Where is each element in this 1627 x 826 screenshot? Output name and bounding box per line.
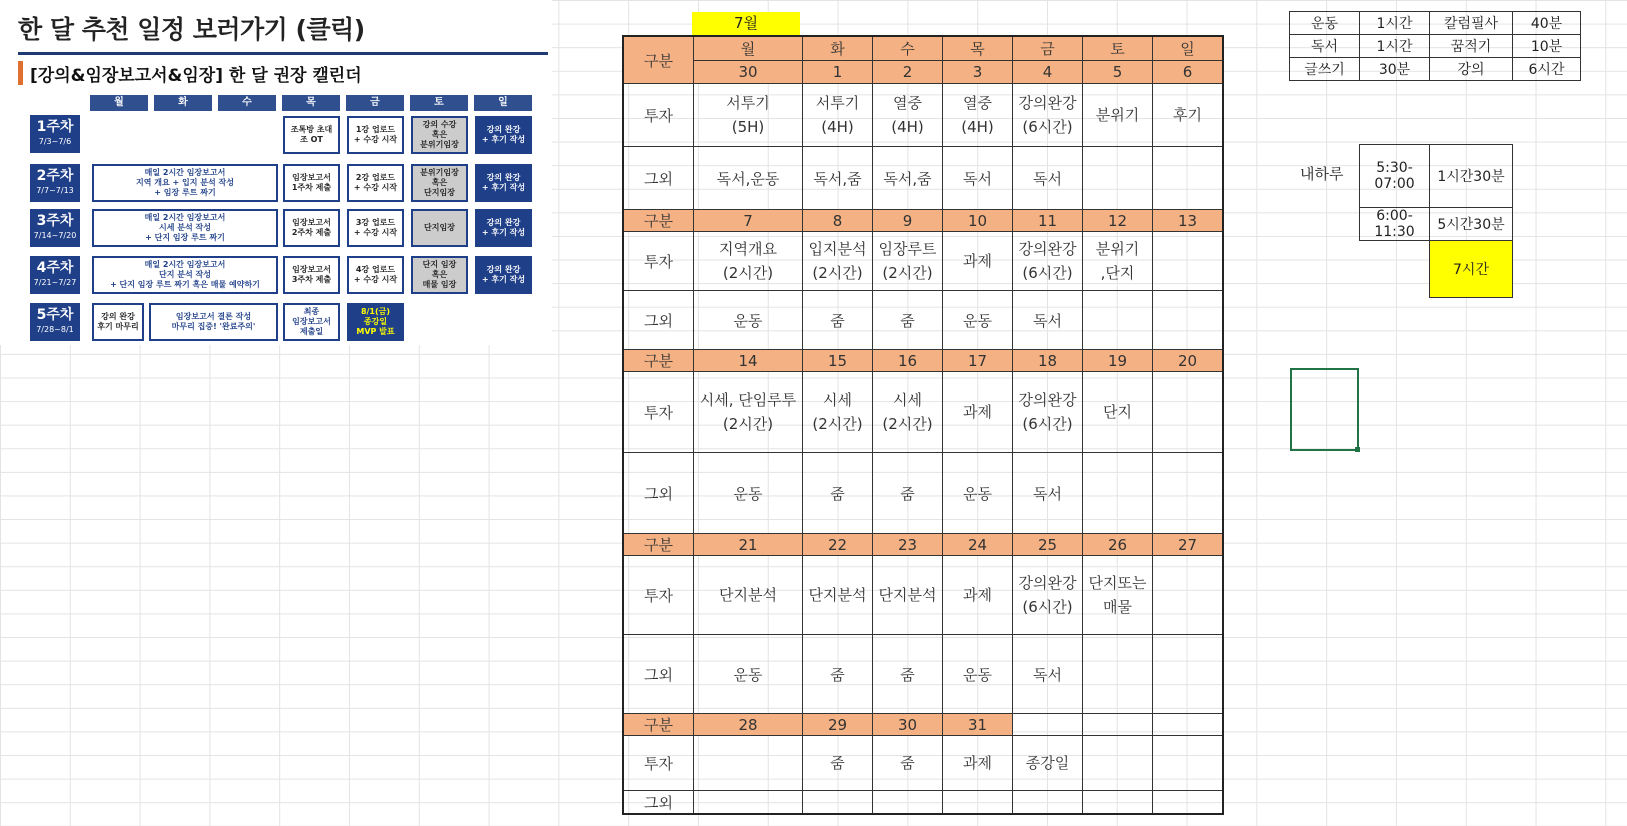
invest-cell[interactable]: 강의완강 (6시간) bbox=[1013, 232, 1083, 291]
date-cell[interactable]: 13 bbox=[1153, 210, 1224, 232]
day-header[interactable]: 수 bbox=[873, 36, 943, 60]
date-cell[interactable]: 22 bbox=[803, 534, 873, 556]
invest-cell[interactable]: 서투기 (4H) bbox=[803, 84, 873, 147]
activity-name-cell[interactable]: 강의 bbox=[1430, 58, 1513, 81]
other-cell[interactable]: 줌 bbox=[803, 453, 873, 534]
other-cell[interactable] bbox=[1153, 147, 1224, 210]
other-cell[interactable] bbox=[943, 791, 1013, 815]
invest-cell[interactable] bbox=[694, 736, 803, 791]
activity-time-cell[interactable]: 10분 bbox=[1513, 35, 1581, 58]
panel-cell: 강의 완강 + 후기 작성 bbox=[475, 209, 532, 247]
other-label[interactable]: 그외 bbox=[623, 635, 694, 714]
duration-cell[interactable]: 1시간30분 bbox=[1430, 145, 1513, 208]
other-cell[interactable] bbox=[873, 791, 943, 815]
other-cell[interactable]: 줌 bbox=[873, 635, 943, 714]
activity-time-cell[interactable]: 40분 bbox=[1513, 12, 1581, 35]
month-calendar bbox=[622, 35, 1224, 815]
invest-cell[interactable]: 입지분석 (2시간) bbox=[803, 232, 873, 291]
invest-cell[interactable]: 종강일 bbox=[1013, 736, 1083, 791]
invest-label[interactable]: 투자 bbox=[623, 84, 694, 147]
day-header[interactable]: 금 bbox=[1013, 36, 1083, 60]
date-cell[interactable]: 29 bbox=[803, 714, 873, 736]
panel-cell: 매일 2시간 임장보고서 시세 분석 작성 + 단지 임장 루트 짜기 bbox=[92, 209, 278, 247]
other-cell[interactable]: 운동 bbox=[943, 291, 1013, 350]
activity-time-cell[interactable]: 1시간 bbox=[1360, 35, 1430, 58]
panel-cell: 매일 2시간 임장보고서 지역 개요 + 입지 분석 작성 + 임장 루트 짜기 bbox=[92, 164, 278, 202]
invest-cell[interactable]: 단지분석 bbox=[873, 556, 943, 635]
invest-cell[interactable]: 서투기 (5H) bbox=[694, 84, 803, 147]
panel-cell: 단지임장 bbox=[411, 209, 468, 247]
other-cell[interactable]: 줌 bbox=[803, 635, 873, 714]
invest-cell[interactable]: 후기 bbox=[1153, 84, 1224, 147]
date-cell[interactable] bbox=[1013, 714, 1083, 736]
other-cell[interactable]: 독서 bbox=[1013, 453, 1083, 534]
day-header[interactable]: 목 bbox=[943, 36, 1013, 60]
date-cell[interactable]: 27 bbox=[1153, 534, 1224, 556]
panel-cell: 임장보고서 2주차 제출 bbox=[283, 209, 340, 247]
other-cell[interactable]: 독서 bbox=[1013, 147, 1083, 210]
panel-cell: 매일 2시간 임장보고서 단지 분석 작성 + 단지 임장 루트 짜기 혹은 매물 예약하기 bbox=[92, 256, 278, 294]
other-label[interactable]: 그외 bbox=[623, 291, 694, 350]
panel-day-header: 화 bbox=[154, 95, 212, 111]
invest-cell[interactable]: 과제 bbox=[943, 736, 1013, 791]
date-cell[interactable]: 17 bbox=[943, 350, 1013, 372]
other-cell[interactable] bbox=[1153, 453, 1224, 534]
invest-cell[interactable] bbox=[1083, 736, 1153, 791]
day-header[interactable]: 일 bbox=[1153, 36, 1224, 60]
other-cell[interactable]: 운동 bbox=[943, 453, 1013, 534]
other-cell[interactable] bbox=[1083, 791, 1153, 815]
other-cell[interactable] bbox=[1083, 635, 1153, 714]
gubun-header[interactable]: 구분 bbox=[623, 36, 694, 84]
invest-label[interactable]: 투자 bbox=[623, 736, 694, 791]
panel-cell: 강의 완강 + 후기 작성 bbox=[475, 164, 532, 202]
other-cell[interactable] bbox=[694, 791, 803, 815]
invest-label[interactable]: 투자 bbox=[623, 556, 694, 635]
other-cell[interactable] bbox=[1083, 453, 1153, 534]
other-cell[interactable]: 줌 bbox=[803, 291, 873, 350]
date-cell[interactable]: 7 bbox=[694, 210, 803, 232]
invest-cell[interactable]: 열중 (4H) bbox=[943, 84, 1013, 147]
panel-cell: 조톡방 초대 조 OT bbox=[283, 116, 340, 154]
invest-cell[interactable]: 분위기 bbox=[1083, 84, 1153, 147]
date-cell[interactable]: 26 bbox=[1083, 534, 1153, 556]
panel-day-header: 월 bbox=[90, 95, 148, 111]
invest-cell[interactable] bbox=[1153, 372, 1224, 453]
date-cell[interactable]: 15 bbox=[803, 350, 873, 372]
other-label[interactable]: 그외 bbox=[623, 147, 694, 210]
invest-label[interactable]: 투자 bbox=[623, 372, 694, 453]
invest-cell[interactable]: 줌 bbox=[873, 736, 943, 791]
date-cell[interactable]: 8 bbox=[803, 210, 873, 232]
invest-cell[interactable]: 지역개요 (2시간) bbox=[694, 232, 803, 291]
panel-subtitle: [강의&임장보고서&임장] 한 달 권장 캘린더 bbox=[30, 66, 362, 86]
activity-name-cell[interactable]: 칼럼필사 bbox=[1430, 12, 1513, 35]
panel-cell: 단지 임장 혹은 매물 임장 bbox=[411, 256, 468, 294]
panel-cell: 임장보고서 1주차 제출 bbox=[283, 164, 340, 202]
activity-time-cell[interactable]: 30분 bbox=[1360, 58, 1430, 81]
date-cell[interactable]: 2 bbox=[873, 60, 943, 84]
invest-cell[interactable]: 과제 bbox=[943, 556, 1013, 635]
date-cell[interactable]: 31 bbox=[943, 714, 1013, 736]
date-cell[interactable]: 1 bbox=[803, 60, 873, 84]
panel-cell: 3강 업로드 + 수강 시작 bbox=[347, 209, 404, 247]
other-label[interactable]: 그외 bbox=[623, 791, 694, 815]
other-cell[interactable]: 줌 bbox=[873, 453, 943, 534]
other-cell[interactable]: 운동 bbox=[943, 635, 1013, 714]
date-cell[interactable]: 25 bbox=[1013, 534, 1083, 556]
invest-cell[interactable]: 줌 bbox=[803, 736, 873, 791]
week-label: 2주차 7/7~7/13 bbox=[30, 164, 80, 202]
activity-name-cell[interactable]: 운동 bbox=[1290, 12, 1360, 35]
date-cell[interactable]: 19 bbox=[1083, 350, 1153, 372]
week-label: 3주차 7/14~7/20 bbox=[30, 209, 80, 247]
other-cell[interactable]: 독서 bbox=[943, 147, 1013, 210]
panel-day-header: 토 bbox=[410, 95, 468, 111]
date-cell[interactable]: 11 bbox=[1013, 210, 1083, 232]
panel-cell: 강의 완강 + 후기 작성 bbox=[475, 116, 532, 154]
day-header[interactable]: 토 bbox=[1083, 36, 1153, 60]
activity-name-cell[interactable]: 글쓰기 bbox=[1290, 58, 1360, 81]
other-cell[interactable]: 독서,줌 bbox=[803, 147, 873, 210]
invest-cell[interactable]: 분위기 ,단지 bbox=[1083, 232, 1153, 291]
invest-cell[interactable]: 과제 bbox=[943, 372, 1013, 453]
other-cell[interactable]: 운동 bbox=[694, 291, 803, 350]
activity-summary-table bbox=[1289, 11, 1581, 81]
activity-name-cell[interactable]: 독서 bbox=[1290, 35, 1360, 58]
other-cell[interactable]: 독서,운동 bbox=[694, 147, 803, 210]
other-cell[interactable]: 독서 bbox=[1013, 291, 1083, 350]
invest-label[interactable]: 투자 bbox=[623, 232, 694, 291]
panel-day-header: 목 bbox=[282, 95, 340, 111]
activity-time-cell[interactable]: 6시간 bbox=[1513, 58, 1581, 81]
other-cell[interactable]: 운동 bbox=[694, 453, 803, 534]
other-cell[interactable] bbox=[1153, 635, 1224, 714]
daily-schedule-table bbox=[1359, 144, 1513, 298]
date-cell[interactable]: 20 bbox=[1153, 350, 1224, 372]
other-cell[interactable] bbox=[1083, 291, 1153, 350]
schedule-link-title[interactable]: 한 달 추천 일정 보러가기 (클릭) bbox=[18, 15, 365, 44]
month-label[interactable]: 7월 bbox=[692, 12, 800, 35]
other-cell[interactable] bbox=[1013, 791, 1083, 815]
other-cell[interactable]: 독서 bbox=[1013, 635, 1083, 714]
week-label: 4주차 7/21~7/27 bbox=[30, 256, 80, 294]
week-label: 1주차 7/3~7/6 bbox=[30, 115, 80, 153]
invest-cell[interactable]: 단지분석 bbox=[694, 556, 803, 635]
other-cell[interactable] bbox=[1153, 791, 1224, 815]
panel-cell: 강의 수강 혹은 분위기임장 bbox=[411, 116, 468, 154]
daily-label[interactable]: 내하루 bbox=[1300, 165, 1344, 183]
recommended-schedule-image[interactable] bbox=[0, 0, 552, 345]
panel-cell: 강의 완강 후기 마무리 bbox=[92, 303, 144, 341]
panel-day-header: 수 bbox=[218, 95, 276, 111]
invest-cell[interactable]: 강의완강 (6시간) bbox=[1013, 556, 1083, 635]
date-cell[interactable]: 5 bbox=[1083, 60, 1153, 84]
time-range-cell[interactable]: 5:30-07:00 bbox=[1360, 145, 1430, 208]
invest-cell[interactable]: 단지또는 매물 bbox=[1083, 556, 1153, 635]
invest-cell[interactable] bbox=[1153, 736, 1224, 791]
date-cell[interactable] bbox=[1153, 714, 1224, 736]
panel-cell: 최종 임장보고서 제출일 bbox=[283, 303, 340, 341]
invest-cell[interactable]: 시세 (2시간) bbox=[873, 372, 943, 453]
date-cell[interactable]: 6 bbox=[1153, 60, 1224, 84]
activity-time-cell[interactable]: 1시간 bbox=[1360, 12, 1430, 35]
panel-cell: 임장보고서 3주차 제출 bbox=[283, 256, 340, 294]
date-cell[interactable]: 10 bbox=[943, 210, 1013, 232]
invest-cell[interactable]: 임장루트 (2시간) bbox=[873, 232, 943, 291]
day-header[interactable]: 월 bbox=[694, 36, 803, 60]
invest-cell[interactable]: 과제 bbox=[943, 232, 1013, 291]
date-cell[interactable]: 4 bbox=[1013, 60, 1083, 84]
panel-day-header: 일 bbox=[474, 95, 532, 111]
day-header[interactable]: 화 bbox=[803, 36, 873, 60]
empty-cell[interactable] bbox=[1360, 241, 1430, 298]
selected-cell[interactable] bbox=[1290, 368, 1359, 451]
date-cell[interactable]: 18 bbox=[1013, 350, 1083, 372]
other-cell[interactable]: 독서,줌 bbox=[873, 147, 943, 210]
date-cell[interactable]: 24 bbox=[943, 534, 1013, 556]
date-cell[interactable]: 12 bbox=[1083, 210, 1153, 232]
panel-day-header: 금 bbox=[346, 95, 404, 111]
date-cell[interactable]: 3 bbox=[943, 60, 1013, 84]
other-label[interactable]: 그외 bbox=[623, 453, 694, 534]
other-cell[interactable] bbox=[803, 791, 873, 815]
subtitle-bar bbox=[18, 52, 548, 89]
invest-cell[interactable] bbox=[1153, 232, 1224, 291]
gubun-header[interactable]: 구분 bbox=[623, 350, 694, 372]
date-cell[interactable]: 21 bbox=[694, 534, 803, 556]
invest-cell[interactable] bbox=[1153, 556, 1224, 635]
date-cell[interactable]: 9 bbox=[873, 210, 943, 232]
date-cell[interactable]: 23 bbox=[873, 534, 943, 556]
gubun-header[interactable]: 구분 bbox=[623, 210, 694, 232]
other-cell[interactable]: 운동 bbox=[694, 635, 803, 714]
panel-cell: 강의 완강 + 후기 작성 bbox=[475, 256, 532, 294]
invest-cell[interactable]: 시세 (2시간) bbox=[803, 372, 873, 453]
total-duration-cell[interactable]: 7시간 bbox=[1430, 241, 1513, 298]
fill-handle[interactable] bbox=[1355, 447, 1360, 452]
date-cell[interactable] bbox=[1083, 714, 1153, 736]
activity-name-cell[interactable]: 꿈적기 bbox=[1430, 35, 1513, 58]
week-label: 5주차 7/28~8/1 bbox=[30, 303, 80, 341]
invest-cell[interactable]: 단지분석 bbox=[803, 556, 873, 635]
subtitle-accent bbox=[18, 61, 23, 85]
date-cell[interactable]: 16 bbox=[873, 350, 943, 372]
panel-cell: 1강 업로드 + 수강 시작 bbox=[347, 116, 404, 154]
panel-cell: 임장보고서 결론 작성 마무리 집중! '완료주의' bbox=[149, 303, 278, 341]
panel-cell: 4강 업로드 + 수강 시작 bbox=[347, 256, 404, 294]
invest-cell[interactable]: 시세, 단임루투 (2시간) bbox=[694, 372, 803, 453]
date-cell[interactable]: 30 bbox=[694, 60, 803, 84]
duration-cell[interactable]: 5시간30분 bbox=[1430, 208, 1513, 241]
other-cell[interactable] bbox=[1083, 147, 1153, 210]
gubun-header[interactable]: 구분 bbox=[623, 714, 694, 736]
time-range-cell[interactable]: 6:00-11:30 bbox=[1360, 208, 1430, 241]
panel-cell: 분위기임장 혹은 단지임장 bbox=[411, 164, 468, 202]
other-cell[interactable] bbox=[1153, 291, 1224, 350]
date-cell[interactable]: 28 bbox=[694, 714, 803, 736]
invest-cell[interactable]: 강의완강 (6시간) bbox=[1013, 84, 1083, 147]
gubun-header[interactable]: 구분 bbox=[623, 534, 694, 556]
other-cell[interactable]: 줌 bbox=[873, 291, 943, 350]
invest-cell[interactable]: 단지 bbox=[1083, 372, 1153, 453]
panel-cell-final: 8/1(금) 종강일 MVP 발표 bbox=[347, 303, 404, 341]
date-cell[interactable]: 14 bbox=[694, 350, 803, 372]
panel-cell: 2강 업로드 + 수강 시작 bbox=[347, 164, 404, 202]
invest-cell[interactable]: 열중 (4H) bbox=[873, 84, 943, 147]
invest-cell[interactable]: 강의완강 (6시간) bbox=[1013, 372, 1083, 453]
date-cell[interactable]: 30 bbox=[873, 714, 943, 736]
